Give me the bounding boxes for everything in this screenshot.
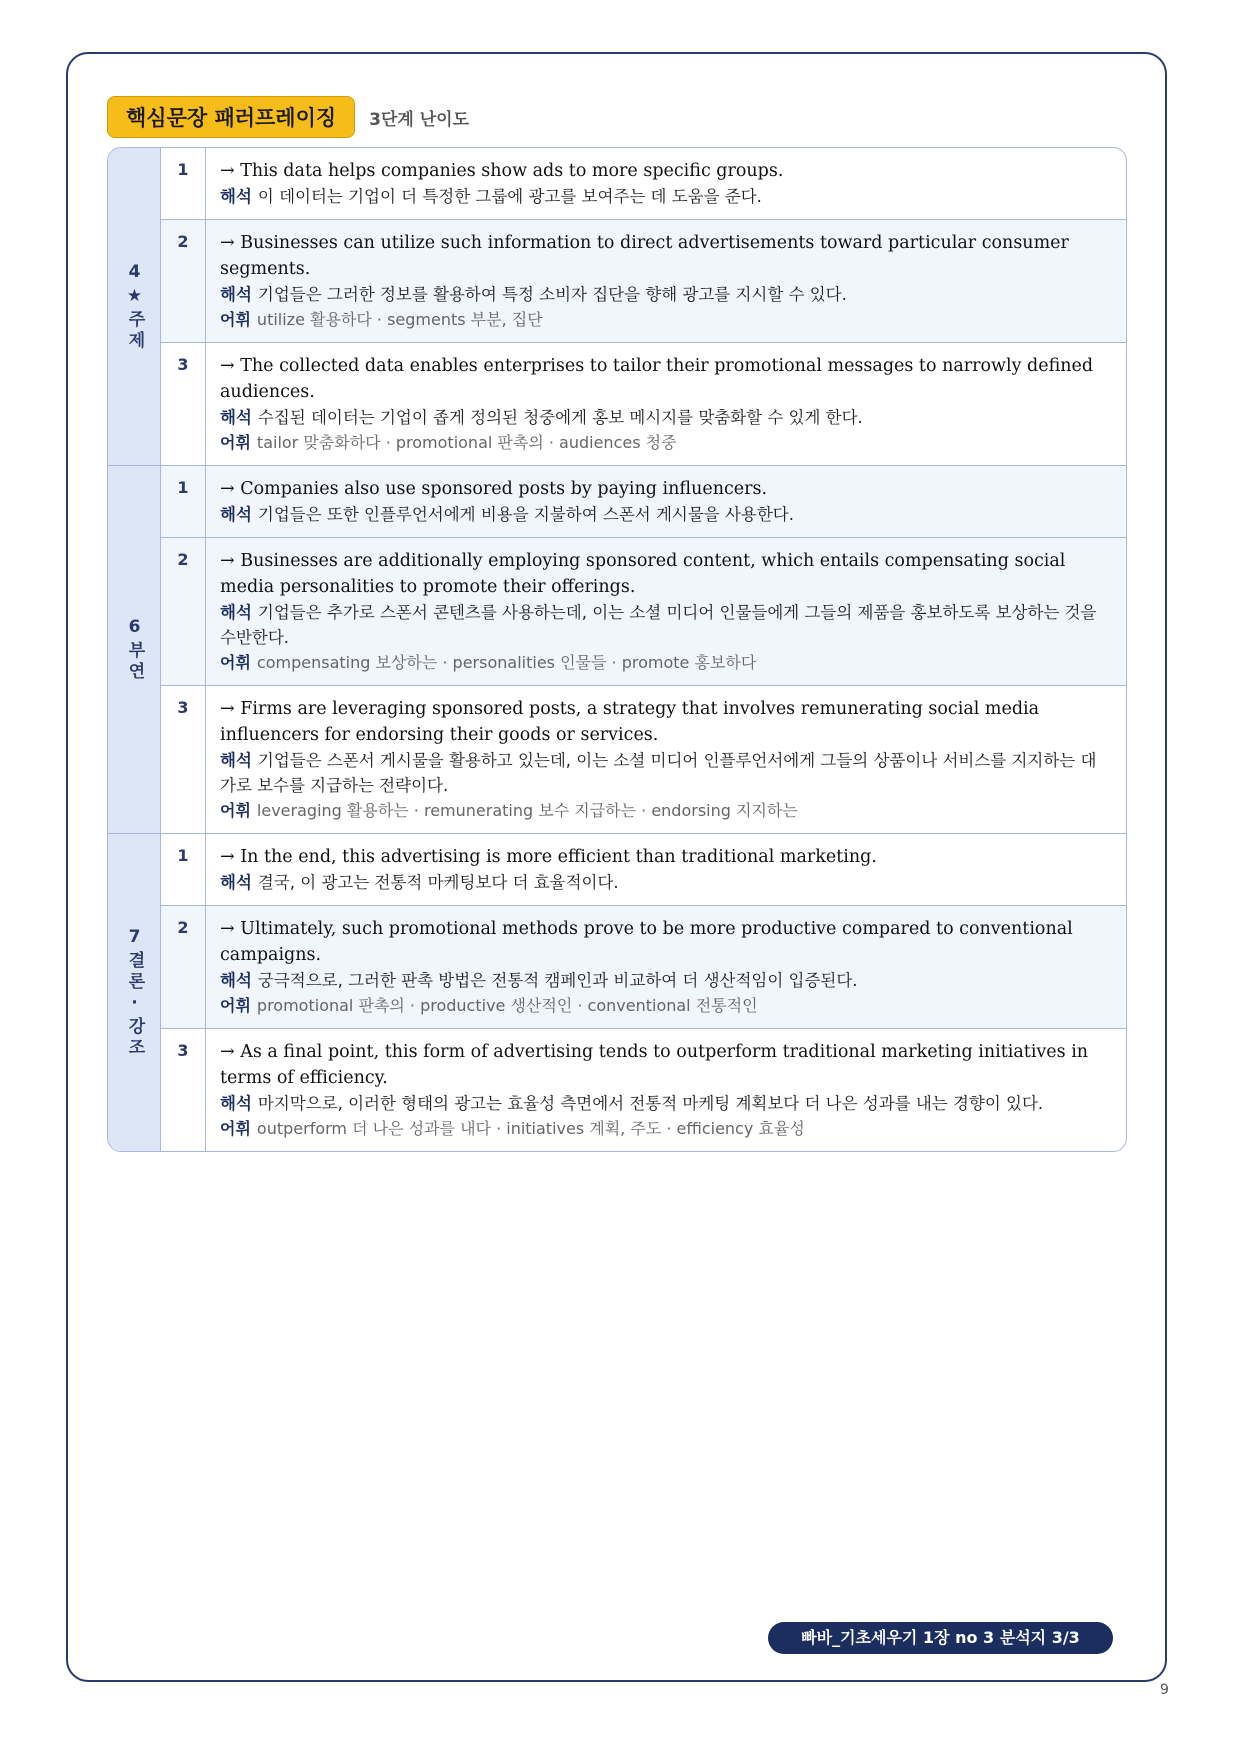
row-content bbox=[206, 686, 1126, 833]
vocabulary-line bbox=[220, 307, 1112, 332]
translation-tag: 해석 bbox=[220, 971, 252, 990]
vocabulary-line bbox=[220, 798, 1112, 823]
section-header bbox=[107, 95, 469, 139]
korean-translation bbox=[220, 184, 1112, 209]
row-number: 1 bbox=[161, 466, 206, 537]
paraphrase-table bbox=[107, 147, 1127, 1152]
translation-text: 기업들은 추가로 스폰서 콘텐츠를 사용하는데, 이는 소셜 미디어 인물들에게 그들의 제품을 홍보하도록 보상하는 것을 수반한다. bbox=[220, 603, 1097, 647]
table-row bbox=[161, 905, 1126, 1028]
table-row bbox=[161, 219, 1126, 342]
row-number: 3 bbox=[161, 343, 206, 465]
translation-tag: 해석 bbox=[220, 285, 252, 304]
vocabulary-tag: 어휘 bbox=[220, 996, 251, 1015]
vocabulary-text: compensating 보상하는 · personalities 인물들 · promote 홍보하다 bbox=[256, 653, 757, 672]
translation-text: 수집된 데이터는 기업이 좁게 정의된 청중에게 홍보 메시지를 맞춤화할 수 있게 한다. bbox=[257, 408, 863, 427]
english-sentence: → Businesses can utilize such information to direct advertisements toward particular consumer segments. bbox=[220, 233, 1069, 279]
translation-tag: 해석 bbox=[220, 187, 252, 206]
row-number: 2 bbox=[161, 220, 206, 342]
translation-text: 결국, 이 광고는 전통적 마케팅보다 더 효율적이다. bbox=[257, 873, 619, 892]
vocabulary-text: leveraging 활용하는 · remunerating 보수 지급하는 · endorsing 지지하는 bbox=[256, 801, 798, 820]
translation-tag: 해석 bbox=[220, 408, 252, 427]
table-row bbox=[161, 537, 1126, 685]
vocabulary-tag: 어휘 bbox=[220, 653, 251, 672]
english-sentence: → This data helps companies show ads to more specific groups. bbox=[220, 161, 784, 181]
row-number: 1 bbox=[161, 834, 206, 905]
korean-translation bbox=[220, 282, 1112, 307]
korean-translation bbox=[220, 748, 1112, 798]
row-number: 2 bbox=[161, 906, 206, 1028]
row-content bbox=[206, 906, 1126, 1028]
group-label-text: 4★주제 bbox=[124, 261, 145, 352]
korean-translation bbox=[220, 405, 1112, 430]
row-number: 3 bbox=[161, 686, 206, 833]
translation-text: 이 데이터는 기업이 더 특정한 그룹에 광고를 보여주는 데 도움을 준다. bbox=[257, 187, 762, 206]
section-group bbox=[108, 148, 1126, 465]
row-content bbox=[206, 220, 1126, 342]
vocabulary-line bbox=[220, 430, 1112, 455]
translation-text: 기업들은 그러한 정보를 활용하여 특정 소비자 집단을 향해 광고를 지시할 수 있다. bbox=[257, 285, 847, 304]
english-sentence: → Ultimately, such promotional methods prove to be more productive compared to conventional campaigns. bbox=[220, 919, 1073, 965]
english-sentence: → In the end, this advertising is more efficient than traditional marketing. bbox=[220, 847, 877, 867]
footer-badge: 빠바_기초세우기 1장 no 3 분석지 3/3 bbox=[768, 1622, 1113, 1654]
section-title: 핵심문장 패러프레이징 bbox=[107, 96, 355, 138]
translation-text: 기업들은 또한 인플루언서에게 비용을 지불하여 스폰서 게시물을 사용한다. bbox=[257, 505, 794, 524]
vocabulary-tag: 어휘 bbox=[220, 1119, 251, 1138]
english-sentence: → Companies also use sponsored posts by paying influencers. bbox=[220, 479, 768, 499]
row-number: 2 bbox=[161, 538, 206, 685]
vocabulary-text: utilize 활용하다 · segments 부분, 집단 bbox=[256, 310, 543, 329]
translation-tag: 해석 bbox=[220, 603, 252, 622]
section-group bbox=[108, 833, 1126, 1151]
vocabulary-tag: 어휘 bbox=[220, 801, 251, 820]
section-group bbox=[108, 465, 1126, 833]
vocabulary-text: tailor 맞춤화하다 · promotional 판촉의 · audiences 청중 bbox=[256, 433, 677, 452]
row-content bbox=[206, 834, 1126, 905]
vocabulary-text: promotional 판촉의 · productive 생산적인 · conventional 전통적인 bbox=[256, 996, 758, 1015]
translation-text: 궁극적으로, 그러한 판촉 방법은 전통적 캠페인과 비교하여 더 생산적임이 입증된다. bbox=[257, 971, 858, 990]
group-label bbox=[108, 466, 161, 833]
table-row bbox=[161, 1028, 1126, 1151]
translation-tag: 해석 bbox=[220, 751, 252, 770]
row-content bbox=[206, 343, 1126, 465]
translation-tag: 해석 bbox=[220, 1094, 252, 1113]
english-sentence: → The collected data enables enterprises to tailor their promotional messages to narrowly defined audiences. bbox=[220, 356, 1094, 402]
korean-translation bbox=[220, 502, 1112, 527]
translation-text: 기업들은 스폰서 게시물을 활용하고 있는데, 이는 소셜 미디어 인플루언서에게 그들의 상품이나 서비스를 지지하는 대가로 보수를 지급하는 전략이다. bbox=[220, 751, 1097, 795]
row-content bbox=[206, 538, 1126, 685]
row-number: 1 bbox=[161, 148, 206, 219]
group-label-text: 6부연 bbox=[124, 616, 145, 683]
table-row bbox=[161, 466, 1126, 537]
table-row bbox=[161, 342, 1126, 465]
vocabulary-line bbox=[220, 993, 1112, 1018]
english-sentence: → As a final point, this form of advertising tends to outperform traditional marketing initiatives in terms of efficiency. bbox=[220, 1042, 1089, 1088]
translation-tag: 해석 bbox=[220, 505, 252, 524]
vocabulary-tag: 어휘 bbox=[220, 433, 251, 452]
page-number: 9 bbox=[1160, 1682, 1169, 1698]
english-sentence: → Firms are leveraging sponsored posts, a strategy that involves remunerating social media influencers for endorsing their goods or services. bbox=[220, 699, 1040, 745]
translation-tag: 해석 bbox=[220, 873, 252, 892]
vocabulary-line bbox=[220, 650, 1112, 675]
korean-translation bbox=[220, 1091, 1112, 1116]
group-label-text: 7결론·강조 bbox=[124, 926, 145, 1059]
difficulty-label: 3단계 난이도 bbox=[369, 109, 470, 130]
vocabulary-text: outperform 더 나은 성과를 내다 · initiatives 계획, 주도 · efficiency 효율성 bbox=[256, 1119, 805, 1138]
group-label bbox=[108, 834, 161, 1151]
vocabulary-line bbox=[220, 1116, 1112, 1141]
korean-translation bbox=[220, 600, 1112, 650]
vocabulary-tag: 어휘 bbox=[220, 310, 251, 329]
row-content bbox=[206, 1029, 1126, 1151]
table-row bbox=[161, 685, 1126, 833]
translation-text: 마지막으로, 이러한 형태의 광고는 효율성 측면에서 전통적 마케팅 계획보다 더 나은 성과를 내는 경향이 있다. bbox=[257, 1094, 1044, 1113]
row-content bbox=[206, 466, 1126, 537]
row-content bbox=[206, 148, 1126, 219]
table-row bbox=[161, 834, 1126, 905]
korean-translation bbox=[220, 968, 1112, 993]
english-sentence: → Businesses are additionally employing sponsored content, which entails compensating social media personalities to promote their offerings. bbox=[220, 551, 1066, 597]
korean-translation bbox=[220, 870, 1112, 895]
table-row bbox=[161, 148, 1126, 219]
row-number: 3 bbox=[161, 1029, 206, 1151]
group-label bbox=[108, 148, 161, 465]
